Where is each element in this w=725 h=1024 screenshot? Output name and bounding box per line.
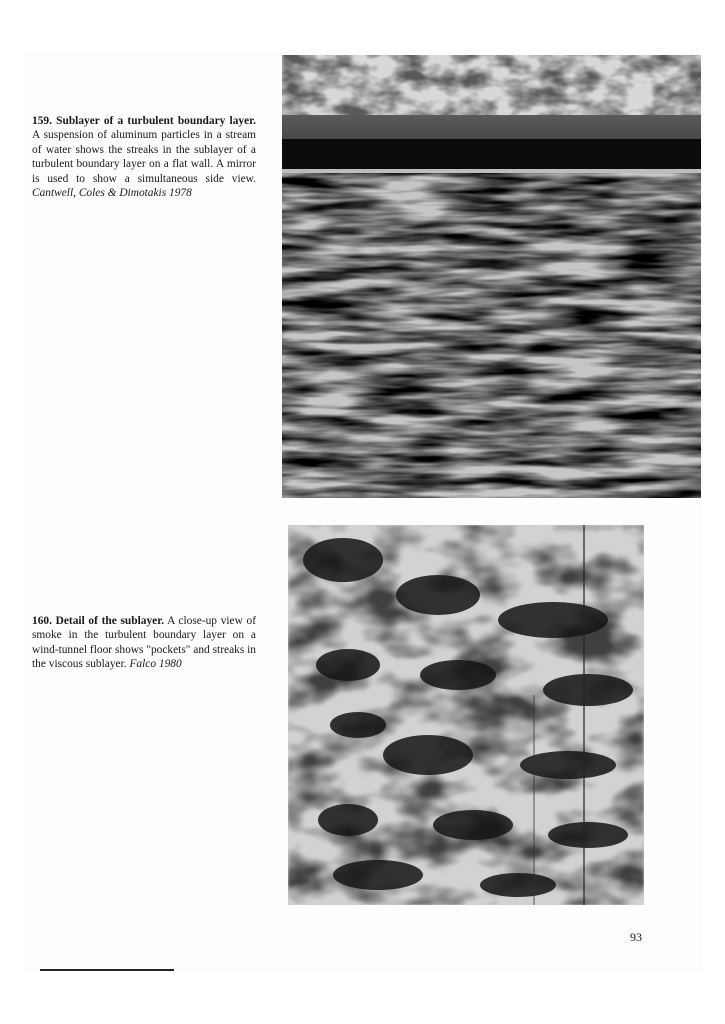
figure-number: 159. <box>32 115 52 127</box>
caption-figure-159 <box>32 114 256 200</box>
photo-sublayer-pockets <box>288 525 644 905</box>
photo-sublayer-streaks <box>282 55 701 498</box>
figure-credit: Falco 1980 <box>129 658 182 671</box>
caption-figure-160 <box>32 614 256 672</box>
figure-text: A close-up view of smoke in the turbulent boundary layer on a wind-tunnel floor shows "pockets" and streaks in the viscous sublayer. <box>32 615 257 671</box>
figure-text: A suspension of aluminum particles in a stream of water shows the streaks in the sublayer of a turbulent boundary layer on a flat wall. A mirror is used to show a simultaneous side view. <box>32 129 256 185</box>
figure-credit: Cantwell, Coles & Dimotakis 1978 <box>32 187 192 200</box>
figure-number: 160. <box>32 615 52 627</box>
figure-title: Sublayer of a turbulent boundary layer. <box>56 115 256 127</box>
page-number: 93 <box>630 930 642 944</box>
page-edge-shadow <box>40 969 174 971</box>
mirror-edge-band <box>282 139 701 169</box>
figure-title: Detail of the sublayer. <box>55 615 165 627</box>
